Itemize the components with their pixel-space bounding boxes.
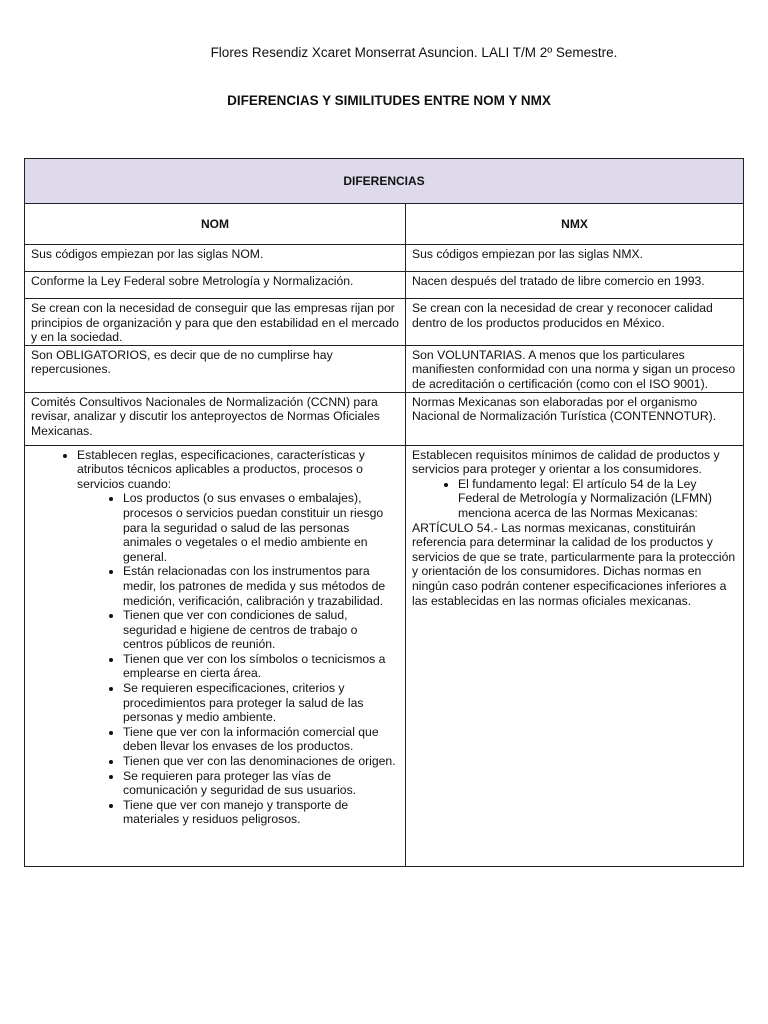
nom-cell: Son OBLIGATORIOS, es decir que de no cumplirse hay repercusiones.: [25, 345, 406, 392]
nom-cell: Comités Consultivos Nacionales de Normalización (CCNN) para revisar, analizar y discutir los anteproyectos de Normas Oficiales Mexicanas.: [25, 392, 406, 445]
nmx-cell: Normas Mexicanas son elaboradas por el organismo Nacional de Normalización Turística (CONTENNOTUR).: [406, 392, 744, 445]
list-item: • Tiene que ver con manejo y transporte de materiales y residuos peligrosos.: [123, 798, 399, 827]
comparison-table: [24, 158, 744, 867]
nmx-intro-text: Establecen requisitos mínimos de calidad de productos y servicios para proteger y orientar a los consumidores.: [412, 447, 720, 477]
list-item: [77, 448, 399, 827]
list-item: • Tienen que ver con condiciones de salud, seguridad e higiene de centros de trabajo o centros públicos de reunión.: [123, 608, 399, 652]
nom-sub-list: [77, 491, 399, 827]
list-item: • Se requieren para proteger las vías de comunicación y seguridad de sus usuarios.: [123, 769, 399, 798]
list-item: • El fundamento legal: El artículo 54 de la Ley Federal de Metrología y Normalización (LFMN) menciona acerca de las Normas Mexicanas:: [458, 477, 737, 521]
table-row: [25, 272, 744, 299]
table-row: [25, 445, 744, 866]
nmx-cell: Se crean con la necesidad de crear y reconocer calidad dentro de los productos producidos en México.: [406, 299, 744, 346]
nmx-cell-list: [406, 445, 744, 866]
list-item: • Los productos (o sus envases o embalajes), procesos o servicios puedan constituir un riesgo para la seguridad o salud de las personas animales o vegetales o el medio ambiente en general.: [123, 491, 399, 564]
nmx-bullet-list: [412, 477, 737, 521]
nom-intro-text: Establecen reglas, especificaciones, características y atributos técnicos aplicables a productos, procesos o servicios cuando:: [77, 447, 365, 491]
table-row: [25, 299, 744, 346]
table-row: [25, 345, 744, 392]
column-header-nom: NOM: [25, 204, 406, 245]
list-item: • Tienen que ver con las denominaciones de origen.: [123, 754, 399, 769]
nmx-cell: Nacen después del tratado de libre comercio en 1993.: [406, 272, 744, 299]
list-item: • Se requieren especificaciones, criterios y procedimientos para proteger la salud de las personas y medio ambiente.: [123, 681, 399, 725]
nom-cell: Conforme la Ley Federal sobre Metrología y Normalización.: [25, 272, 406, 299]
nom-cell: Se crean con la necesidad de conseguir que las empresas rijan por principios de organización y para que den estabilidad en el mercado y en la sociedad.: [25, 299, 406, 346]
nmx-cell: Son VOLUNTARIAS. A menos que los particulares manifiesten conformidad con una norma y sigan un proceso de acreditación o certificación (como con el ISO 9001).: [406, 345, 744, 392]
nom-cell: Sus códigos empiezan por las siglas NOM.: [25, 245, 406, 272]
nmx-article-text: ARTÍCULO 54.- Las normas mexicanas, constituirán referencia para determinar la calidad de los productos y servicios de que se trate, particularmente para la protección y orientación de los consumidores. Dichas normas en ningún caso podrán contener especificaciones inferiores a las establecidas en las normas oficiales mexicanas.: [412, 520, 736, 608]
list-item: • Están relacionadas con los instrumentos para medir, los patrones de medida y sus métodos de medición, verificación, calibración y trazabilidad.: [123, 564, 399, 608]
page-title: DIFERENCIAS Y SIMILITUDES ENTRE NOM Y NMX: [227, 93, 551, 108]
table-row: [25, 392, 744, 445]
table-row: [25, 245, 744, 272]
nom-cell-list: [25, 445, 406, 866]
nmx-cell: Sus códigos empiezan por las siglas NMX.: [406, 245, 744, 272]
author-line: Flores Resendiz Xcaret Monserrat Asuncion. LALI T/M 2º Semestre.: [210, 45, 618, 60]
nom-bullet-list: [31, 448, 399, 827]
column-header-nmx: NMX: [406, 204, 744, 245]
section-header-diferencias: DIFERENCIAS: [25, 159, 744, 204]
list-item: • Tienen que ver con los símbolos o tecnicismos a emplearse en cierta área.: [123, 652, 399, 681]
list-item: • Tiene que ver con la información comercial que deben llevar los envases de los productos.: [123, 725, 399, 754]
